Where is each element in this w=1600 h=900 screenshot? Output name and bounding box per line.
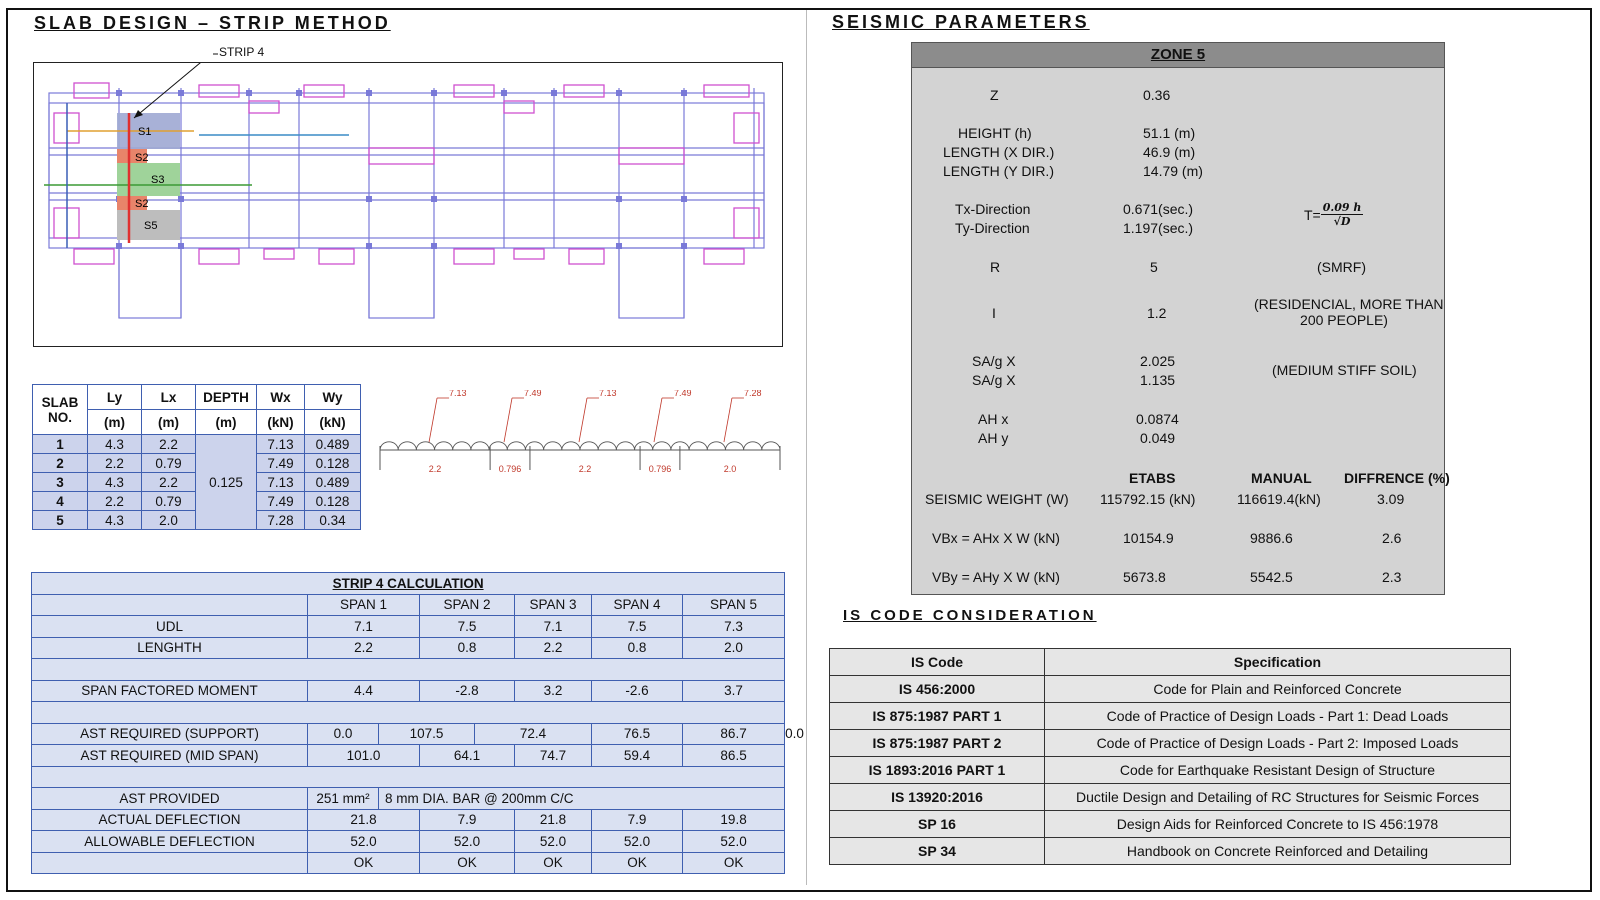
is-code-cell: IS 875:1987 PART 1 [830,703,1045,730]
slab-wx: 7.49 [257,454,305,473]
ah-y-label: AH y [978,430,1009,446]
span-load-label: 7.13 [449,390,467,398]
th-wx-unit: (kN) [257,410,305,435]
slab-label-s1: S1 [138,126,152,138]
ah-y-value: 0.049 [1140,430,1176,446]
strip-callout: STRIP 4 [219,45,265,59]
spec-cell: Ductile Design and Detailing of RC Structures for Seismic Forces [1045,784,1511,811]
th-depth-unit: (m) [196,410,257,435]
spec-cell: Design Aids for Reinforced Concrete to IS 456:1978 [1045,811,1511,838]
slab-label-s2b: S2 [135,198,149,210]
weight-label: SEISMIC WEIGHT (W) [925,491,1069,507]
moment-value: 4.4 [308,680,420,702]
tx-label: Tx-Direction [955,201,1031,217]
is-code-cell: SP 34 [830,838,1045,865]
is-code-cell: SP 16 [830,811,1045,838]
slab-label-s3: S3 [151,174,165,186]
check-value: OK [308,852,420,874]
i-note-line1: (RESIDENCIAL, MORE THAN [1254,296,1444,312]
slab-lx: 2.0 [142,511,196,530]
period-formula [1304,201,1363,228]
udl-value: 7.5 [420,616,515,638]
sa-x-value: 2.025 [1140,353,1176,369]
length-value: 0.8 [592,637,683,659]
length-x-label: LENGTH (X DIR.) [943,144,1055,160]
formula-t: T= [1304,206,1321,223]
th-wy: Wy [305,385,361,410]
slab-lx: 0.79 [142,454,196,473]
i-label: I [992,305,996,321]
length-y-label: LENGTH (Y DIR.) [943,163,1054,179]
weight-diff: 3.09 [1377,491,1405,507]
slab-no: 2 [33,454,88,473]
floor-plan-drawing [34,63,784,348]
udl-value: 7.3 [683,616,785,638]
allow-value: 52.0 [592,831,683,853]
span-load-label: 7.28 [743,390,762,398]
check-value: OK [683,852,785,874]
ty-value: 1.197(sec.) [1123,220,1194,236]
zone-title: ZONE 5 [912,43,1444,68]
udl-value: 7.5 [592,616,683,638]
slab-wy: 0.128 [305,454,361,473]
th-lx: Lx [142,385,196,410]
slab-wy: 0.128 [305,492,361,511]
length-y-value: 14.79 (m) [1143,163,1203,179]
vby-manual: 5542.5 [1250,569,1293,585]
check-value: OK [515,852,592,874]
sa-y-value: 1.135 [1140,372,1176,388]
slab-ly: 2.2 [88,454,142,473]
th-wx: Wx [257,385,305,410]
slab-wx: 7.28 [257,511,305,530]
slab-wx: 7.13 [257,473,305,492]
column-divider [806,10,807,885]
vbx-label: VBx = AHx X W (kN) [932,530,1060,546]
height-label: HEIGHT (h) [958,125,1032,141]
seismic-title: SEISMIC PARAMETERS [832,12,1090,32]
col-difference: DIFFRENCE (%) [1344,470,1450,486]
slab-ly: 2.2 [88,492,142,511]
span-load-label: 7.13 [599,390,617,398]
slab-ly: 4.3 [88,435,142,454]
slab-ly: 4.3 [88,511,142,530]
ast-mid-value: 86.5 [683,745,785,767]
soil-note: (MEDIUM STIFF SOIL) [1272,362,1417,378]
slab-design-title: SLAB DESIGN – STRIP METHOD [34,13,391,33]
vby-etabs: 5673.8 [1123,569,1166,585]
slab-wx: 7.49 [257,492,305,511]
allow-value: 52.0 [683,831,785,853]
vby-diff: 2.3 [1382,569,1402,585]
slab-table [32,384,361,530]
r-value: 5 [1150,259,1158,275]
i-note [1254,296,1444,328]
th-lx-unit: (m) [142,410,196,435]
slab-no: 4 [33,492,88,511]
slab-wy: 0.489 [305,435,361,454]
span-header: SPAN 2 [420,594,515,616]
z-label: Z [990,87,999,103]
moment-value: 3.2 [515,680,592,702]
floor-plan [33,62,783,347]
strip-calc-table: STRIP 4 CALCULATION SPAN 1 SPAN 2 SPAN 3 SPAN 4 SPAN 5 UDL 7.1 7.5 7.1 7.5 7.3 LENGHTH 2.2 0.8 2.2 0.8 2.0 SPAN FACTORED MOMENT 4.4 -2.8 3.2 -2.6 3.7 AST REQUIRED (SUPPORT) 0.0 107.5 72.4 76.5 86.7 0.0 AST REQUIRED (MID SPAN) 101.0 64.1 74.7 59.4 86.5 AST PROVIDED 251 mm² 8 mm DIA. BAR @ 200mm C/C ACTUAL DEFLECTION 21.8 7.9 21.8 7.9 19.8 ALLOWABLE DEFLECTION 52.0 52.0 52.0 52.0 52.0 OK OK OK OK OK [31,572,785,874]
ast-provided-bar: 8 mm DIA. BAR @ 200mm C/C [379,788,785,810]
span-load-label: 7.49 [673,390,692,398]
length-value: 0.8 [420,637,515,659]
spec-cell: Code for Earthquake Resistant Design of Structure [1045,757,1511,784]
udl-value: 7.1 [515,616,592,638]
slab-no: 5 [33,511,88,530]
sa-x-label: SA/g X [972,353,1016,369]
col-etabs: ETABS [1129,470,1176,486]
udl-label: UDL [32,616,308,638]
ast-support-label: AST REQUIRED (SUPPORT) [32,723,308,745]
ast-mid-value: 59.4 [592,745,683,767]
is-code-header: IS Code [830,649,1045,676]
is-code-cell: IS 875:1987 PART 2 [830,730,1045,757]
deflection-value: 7.9 [592,809,683,831]
formula-den: √D [1333,215,1351,228]
ast-mid-value: 64.1 [420,745,515,767]
is-code-cell: IS 1893:2016 PART 1 [830,757,1045,784]
length-label: LENGHTH [32,637,308,659]
formula-num: 0.09 h [1322,201,1362,214]
height-value: 51.1 (m) [1143,125,1196,141]
allow-value: 52.0 [515,831,592,853]
deflection-value: 7.9 [420,809,515,831]
deflection-value: 21.8 [515,809,592,831]
moment-value: -2.8 [420,680,515,702]
ty-label: Ty-Direction [955,220,1030,236]
length-value: 2.0 [683,637,785,659]
slab-lx: 2.2 [142,435,196,454]
span-header: SPAN 3 [515,594,592,616]
slab-depth: 0.125 [196,435,257,530]
deflection-value: 19.8 [683,809,785,831]
ast-support-value: 0.0 [308,723,379,745]
vbx-manual: 9886.6 [1250,530,1293,546]
slab-no: 1 [33,435,88,454]
vbx-etabs: 10154.9 [1123,530,1174,546]
th-depth: DEPTH [196,385,257,410]
weight-manual: 116619.4(kN) [1237,491,1321,507]
length-x-value: 46.9 (m) [1143,144,1196,160]
ast-support-value: 76.5 [592,723,683,745]
seismic-zone-panel [911,42,1450,595]
spec-cell: Code for Plain and Reinforced Concrete [1045,676,1511,703]
moment-value: -2.6 [592,680,683,702]
is-code-cell: IS 456:2000 [830,676,1045,703]
check-value: OK [420,852,515,874]
th-wy-unit: (kN) [305,410,361,435]
spec-cell: Code of Practice of Design Loads - Part 1: Dead Loads [1045,703,1511,730]
allow-value: 52.0 [420,831,515,853]
vby-label: VBy = AHy X W (kN) [932,569,1060,585]
r-note: (SMRF) [1317,259,1366,275]
ast-provided-value: 251 mm² [308,788,379,810]
slab-ly: 4.3 [88,473,142,492]
slab-lx: 2.2 [142,473,196,492]
length-value: 2.2 [515,637,592,659]
span-length-label: 2.0 [723,464,737,474]
allow-label: ALLOWABLE DEFLECTION [32,831,308,853]
span-load-label: 7.49 [524,390,542,398]
check-value: OK [592,852,683,874]
span-header: SPAN 4 [592,594,683,616]
moment-value: 3.7 [683,680,785,702]
sa-y-label: SA/g X [972,372,1016,388]
ast-support-value: 72.4 [475,723,592,745]
span-header: SPAN 1 [308,594,420,616]
vbx-diff: 2.6 [1382,530,1402,546]
ast-support-value: 107.5 [379,723,475,745]
is-code-cell: IS 13920:2016 [830,784,1045,811]
slab-label-s2: S2 [135,152,149,164]
ast-provided-label: AST PROVIDED [32,788,308,810]
allow-value: 52.0 [308,831,420,853]
spec-cell: Handbook on Concrete Reinforced and Detailing [1045,838,1511,865]
slab-label-s5: S5 [144,220,158,232]
slab-no: 3 [33,473,88,492]
ast-mid-value: 74.7 [515,745,592,767]
slab-wy: 0.489 [305,473,361,492]
spec-cell: Code of Practice of Design Loads - Part 2: Imposed Loads [1045,730,1511,757]
tx-value: 0.671(sec.) [1123,201,1194,217]
i-note-line2: 200 PEOPLE) [1300,312,1388,328]
weight-etabs: 115792.15 (kN) [1100,491,1196,507]
slab-s3 [117,163,180,196]
udl-value: 7.1 [308,616,420,638]
deflection-label: ACTUAL DEFLECTION [32,809,308,831]
span-length-label: 2.2 [428,464,442,474]
z-value: 0.36 [1143,87,1171,103]
moment-label: SPAN FACTORED MOMENT [32,680,308,702]
strip-beam-diagram [378,390,788,490]
th-ly-unit: (m) [88,410,142,435]
ah-x-value: 0.0874 [1136,411,1179,427]
slab-wx: 7.13 [257,435,305,454]
span-length-label: 0.796 [648,464,672,474]
th-slab: SLAB [41,394,79,410]
is-code-title: IS CODE CONSIDERATION [843,607,1097,624]
ast-mid-value: 101.0 [308,745,420,767]
deflection-value: 21.8 [308,809,420,831]
th-no: NO. [47,409,72,425]
spec-header: Specification [1045,649,1511,676]
is-code-table [829,648,1511,865]
span-header: SPAN 5 [683,594,785,616]
slab-wy: 0.34 [305,511,361,530]
i-value: 1.2 [1147,305,1167,321]
ast-mid-label: AST REQUIRED (MID SPAN) [32,745,308,767]
span-length-label: 2.2 [578,464,592,474]
r-label: R [990,259,1001,275]
span-length-label: 0.796 [498,464,522,474]
ast-support-value: 86.7 [683,723,785,745]
slab-lx: 0.79 [142,492,196,511]
length-value: 2.2 [308,637,420,659]
ah-x-label: AH x [978,411,1009,427]
strip-calc-title: STRIP 4 CALCULATION [32,573,785,595]
col-manual: MANUAL [1251,470,1312,486]
th-ly: Ly [88,385,142,410]
